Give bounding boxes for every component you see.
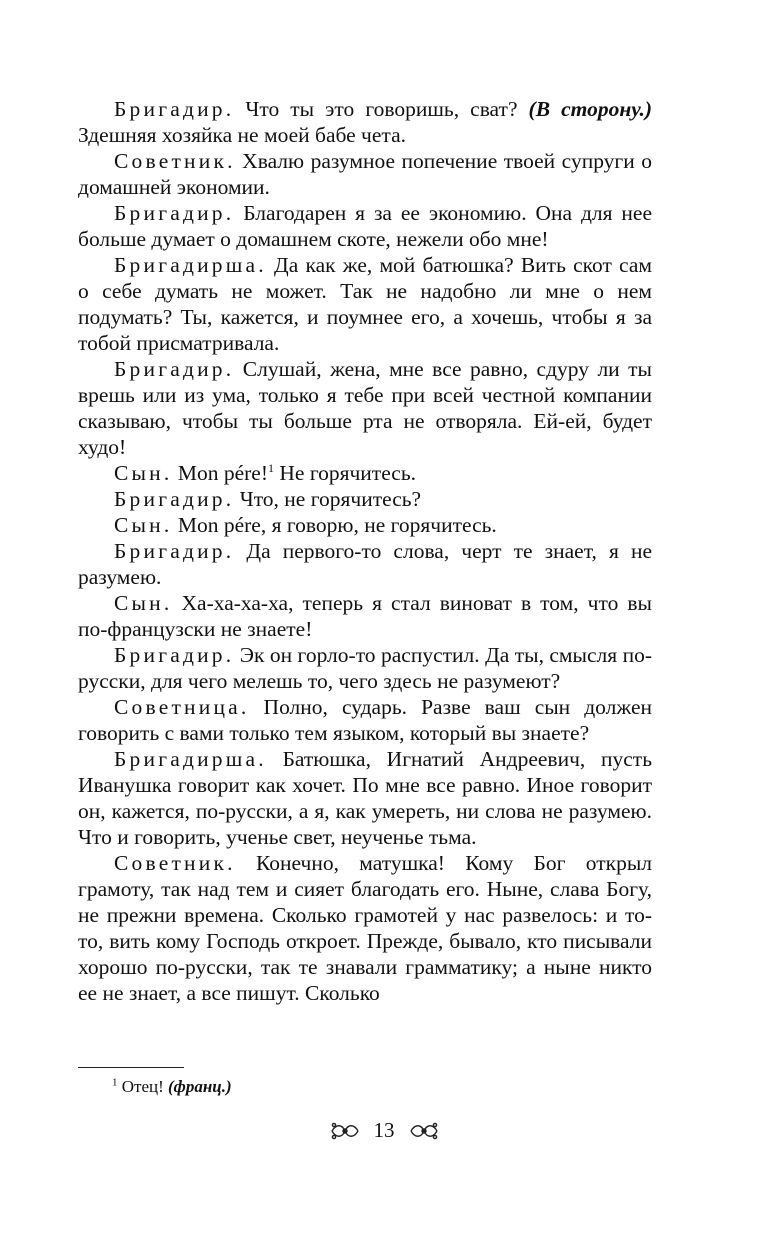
speech-text: Не горячитесь. — [274, 461, 417, 485]
speaker-name: Бригадирша. — [114, 253, 267, 277]
footnote-mark: 1 — [112, 1076, 118, 1089]
dialogue-paragraph — [78, 694, 652, 746]
dialogue-paragraph — [78, 746, 652, 850]
stage-direction: (В сторону.) — [528, 97, 652, 121]
dialogue-paragraph — [78, 148, 652, 200]
dialogue-paragraph — [78, 642, 652, 694]
speech-text: Эк он горло-то распустил. Да ты, смысля по-русски, для чего мелешь то, чего здесь не разумеют? — [78, 643, 652, 693]
speech-text: Да первого-то слова, черт те знает, я не разумею. — [78, 539, 652, 589]
dialogue-paragraph — [78, 486, 652, 512]
speaker-name: Бригадир. — [114, 201, 235, 225]
footnote-reference: 1 — [268, 460, 274, 475]
speech-text: Ха-ха-ха-ха, теперь я стал виноват в том, что вы по-французски не знаете! — [78, 591, 652, 641]
speech-text: Что, не горячитесь? — [234, 487, 422, 511]
footnote-text: Отец! — [117, 1077, 169, 1096]
speech-text: Да как же, мой батюшка? Вить скот сам о себе думать не может. Так не надобно ли мне о нем подумать? Ты, кажется, и поумнее его, а хочешь, чтобы я за тобой присматривала. — [78, 253, 652, 355]
speaker-name: Советник. — [114, 851, 236, 875]
speech-text: Что ты это говоришь, сват? — [234, 97, 529, 121]
speaker-name: Сын. — [114, 591, 173, 615]
dialogue-paragraph — [78, 590, 652, 642]
speech-text: Хвалю разумное попечение твоей супруги о домашней экономии. — [78, 149, 652, 199]
floral-ornament-icon — [407, 1120, 441, 1142]
footnote-rule — [78, 1067, 184, 1068]
speech-text: Mon pére, я говорю, не горячитесь. — [172, 513, 497, 537]
floral-ornament-icon — [328, 1120, 362, 1142]
play-text — [78, 96, 652, 1006]
speech-text: Благодарен я за ее экономию. Она для нее больше думает о домашнем скоте, нежели обо мне! — [78, 201, 652, 251]
speech-text: Полно, сударь. Разве ваш сын должен говорить с вами только тем языком, который вы знаете? — [78, 695, 652, 745]
dialogue-paragraph — [78, 460, 652, 486]
footnote — [112, 1076, 232, 1098]
dialogue-paragraph — [78, 538, 652, 590]
page-folio — [0, 1118, 768, 1143]
dialogue-paragraph — [78, 200, 652, 252]
speaker-name: Бригадир. — [114, 357, 235, 381]
speaker-name: Бригадир. — [114, 97, 235, 121]
speaker-name: Советник. — [114, 149, 236, 173]
speaker-name: Сын. — [114, 513, 173, 537]
speaker-name: Бригадирша. — [114, 747, 267, 771]
speaker-name: Бригадир. — [114, 539, 235, 563]
page-number: 13 — [373, 1118, 395, 1142]
dialogue-paragraph — [78, 356, 652, 460]
speaker-name: Бригадир. — [114, 487, 235, 511]
footnote-note: (франц.) — [168, 1077, 232, 1096]
speaker-name: Бригадир. — [114, 643, 235, 667]
speaker-name: Советница. — [114, 695, 250, 719]
dialogue-paragraph — [78, 252, 652, 356]
dialogue-paragraph — [78, 512, 652, 538]
speech-text: Здешняя хозяйка не моей бабе чета. — [78, 123, 406, 147]
speech-text: Батюшка, Игнатий Андреевич, пусть Иванушка говорит как хочет. По мне все равно. Иное говорит он, кажется, по-русски, а я, как умереть, ни слова не разумею. Что и говорить, ученье свет, неученье тьма. — [78, 747, 652, 849]
dialogue-paragraph — [78, 850, 652, 1006]
speaker-name: Сын. — [114, 461, 173, 485]
dialogue-paragraph — [78, 96, 652, 148]
speech-text: Конечно, матушка! Кому Бог открыл грамоту, так над тем и сияет благодать его. Ныне, слава Богу, не прежни времена. Сколько грамотей у нас развелось: и то-то, вить кому Господь откроет. Прежде, бывало, кто писывали хорошо по-русски, так те знавали грамматику; а ныне никто ее не знает, а все пишут. Сколько — [78, 851, 652, 1005]
speech-text: Mon pére! — [172, 461, 268, 485]
speech-text: Слушай, жена, мне все равно, сдуру ли ты врешь или из ума, только я тебе при всей честной компании сказываю, чтобы ты больше рта не отворяла. Ей-ей, будет худо! — [78, 357, 652, 459]
